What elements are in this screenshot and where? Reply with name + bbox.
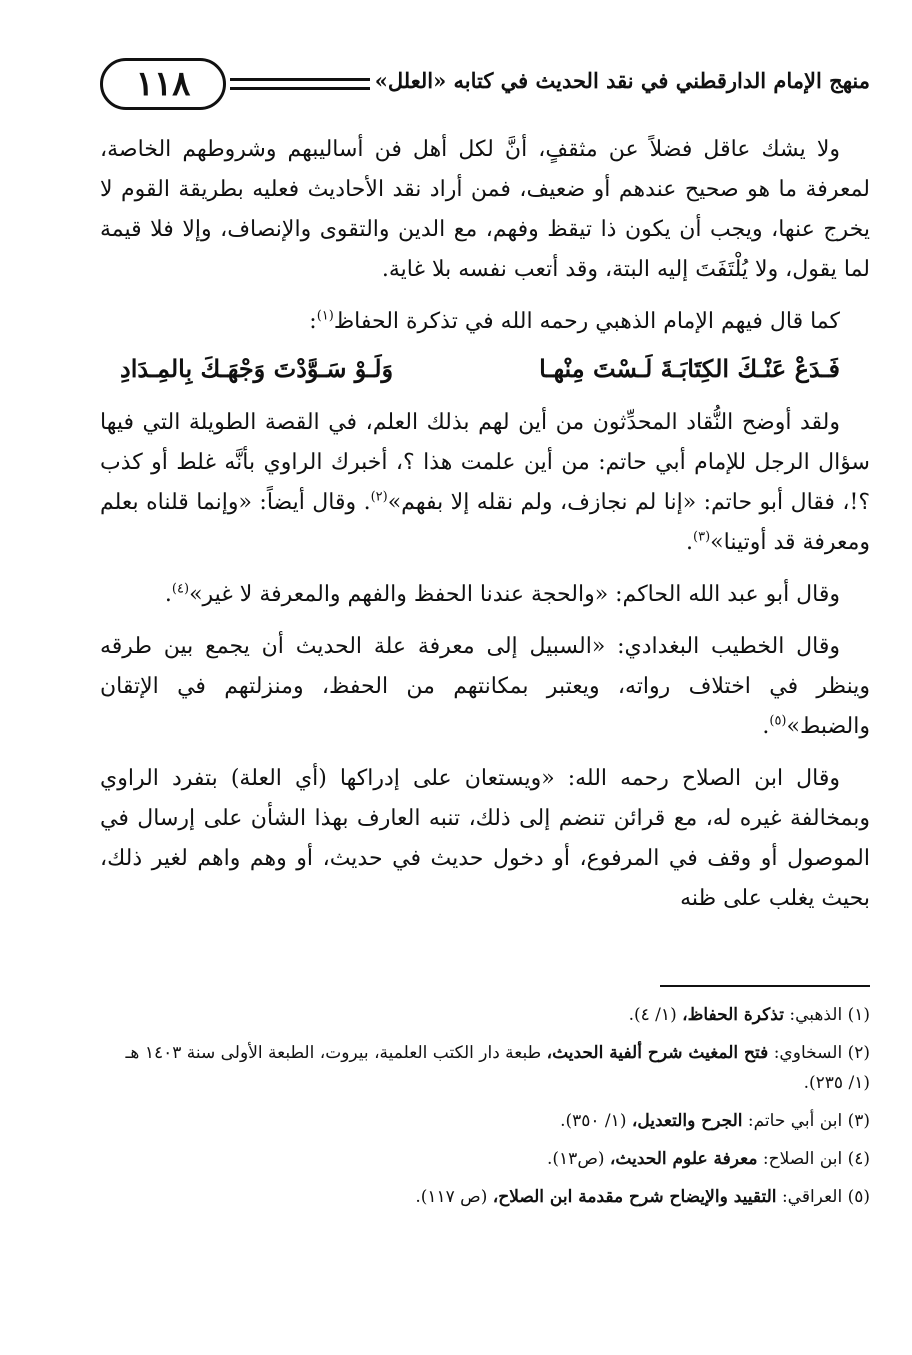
paragraph-3-text-b: . وقال أيضاً: «وإنما قلناه بعلم ومعرفة قد أوتينا» xyxy=(100,490,870,555)
footnote-number: (٣) xyxy=(847,1111,870,1131)
footnote-author: الذهبي: xyxy=(789,1005,843,1025)
paragraph-3-text-c: . xyxy=(686,530,694,555)
footnote-ref-3[interactable]: (٣) xyxy=(693,529,711,545)
footnote-title: التقييد والإيضاح شرح مقدمة ابن الصلاح، xyxy=(492,1187,777,1207)
poetry-verse xyxy=(100,354,870,383)
main-text xyxy=(100,130,870,931)
page-number: ١١٨ xyxy=(100,58,226,110)
footnote-detail: (ص١٣). xyxy=(547,1149,605,1169)
footnote-ref-2[interactable]: (٢) xyxy=(370,489,388,505)
paragraph-5-text: وقال الخطيب البغدادي: «السبيل إلى معرفة علة الحديث أن يجمع بين طرقه وينظر في اختلاف رواته، ويعتبر بمكانتهم من الحفظ، ومنزلتهم في الإتقان والضبط» xyxy=(100,634,870,739)
running-title: منهج الإمام الدارقطني في نقد الحديث في كتابه «العلل» xyxy=(374,68,870,93)
paragraph-1 xyxy=(100,130,870,290)
paragraph-6 xyxy=(100,759,870,919)
footnote-divider xyxy=(660,985,870,987)
paragraph-2 xyxy=(100,302,870,342)
paragraph-3-text-a: ولقد أوضح النُّقاد المحدِّثون من أين لهم بذلك العلم، في القصة الطويلة التي فيها سؤال الرجل للإمام أبي حاتم: من أين علمت هذا ؟، أخبرك الراوي بأنَّه غلط أو كذب ؟!، فقال أبو حاتم: «إنا لم نجازف، ولم نقله إلا بفهم» xyxy=(100,410,870,515)
header-rule xyxy=(230,78,370,90)
verse-first-hemistich: فَـدَعْ عَنْـكَ الكِتَابَـةَ لَـسْتَ مِنْهـا xyxy=(539,354,840,383)
paragraph-4 xyxy=(100,575,870,615)
footnote-number: (٢) xyxy=(847,1043,870,1063)
paragraph-4-text: وقال أبو عبد الله الحاكم: «والحجة عندنا الحفظ والفهم والمعرفة لا غير» xyxy=(189,582,840,607)
footnotes xyxy=(100,1000,870,1220)
footnote-1 xyxy=(100,1000,870,1030)
footnote-detail: (١/ ٣٥٠). xyxy=(560,1111,627,1131)
paragraph-5-end: . xyxy=(762,714,770,739)
paragraph-4-end: . xyxy=(164,582,172,607)
footnote-ref-1[interactable]: (١) xyxy=(316,308,334,324)
footnote-author: ابن الصلاح: xyxy=(762,1149,843,1169)
footnote-2 xyxy=(100,1038,870,1098)
footnote-author: العراقي: xyxy=(781,1187,843,1207)
footnote-3 xyxy=(100,1106,870,1136)
footnote-number: (٤) xyxy=(847,1149,870,1169)
paragraph-5 xyxy=(100,627,870,747)
footnote-number: (١) xyxy=(847,1005,870,1025)
paragraph-6-text: وقال ابن الصلاح رحمه الله: «ويستعان على إدراكها (أي العلة) بتفرد الراوي وبمخالفة غيره له، مع قرائن تنضم إلى ذلك، تنبه العارف بهذا الشأن على إرسال في الموصول أو وقف في المرفوع، أو دخول حديث في حديث، أو وهم واهم لغير ذلك، بحيث يغلب على ظنه xyxy=(100,766,870,911)
footnote-title: تذكرة الحفاظ، xyxy=(682,1005,784,1025)
footnote-number: (٥) xyxy=(847,1187,870,1207)
footnote-title: معرفة علوم الحديث، xyxy=(609,1149,758,1169)
footnote-ref-5[interactable]: (٥) xyxy=(769,713,787,729)
paragraph-1-text: ولا يشك عاقل فضلاً عن مثقفٍ، أنَّ لكل أهل فن أساليبهم وشروطهم الخاصة، لمعرفة ما هو صحيح عندهم أو ضعيف، فمن أراد نقد الأحاديث فعليه بطريقة القوم لا يخرج عنها، ويجب أن يكون ذا تيقظ وفهم، مع الدين والتقوى والإنصاف، وإلا فلا قيمة لما يقول، ولا يُلْتَفَتَ إليه البتة، وقد أتعب نفسه بلا غاية. xyxy=(100,137,870,282)
paragraph-2-end: : xyxy=(309,309,317,334)
page-header xyxy=(100,58,870,118)
footnote-title: الجرح والتعديل، xyxy=(631,1111,743,1131)
paragraph-2-text: كما قال فيهم الإمام الذهبي رحمه الله في تذكرة الحفاظ xyxy=(333,309,840,334)
footnote-detail: (١/ ٤). xyxy=(628,1005,677,1025)
paragraph-3 xyxy=(100,403,870,563)
verse-second-hemistich: وَلَـوْ سَـوَّدْتَ وَجْهَـكَ بِالمِـدَادِ xyxy=(120,354,394,383)
footnote-detail: (ص ١١٧). xyxy=(415,1187,488,1207)
footnote-ref-4[interactable]: (٤) xyxy=(171,581,190,597)
footnote-4 xyxy=(100,1144,870,1174)
footnote-5 xyxy=(100,1182,870,1212)
footnote-author: ابن أبي حاتم: xyxy=(747,1111,843,1131)
footnote-title: فتح المغيث شرح ألفية الحديث، xyxy=(546,1043,769,1063)
footnote-detail: طبعة دار الكتب العلمية، بيروت، الطبعة الأولى سنة ١٤٠٣ هـ (١/ ٢٣٥). xyxy=(125,1043,870,1093)
footnote-author: السخاوي: xyxy=(773,1043,843,1063)
